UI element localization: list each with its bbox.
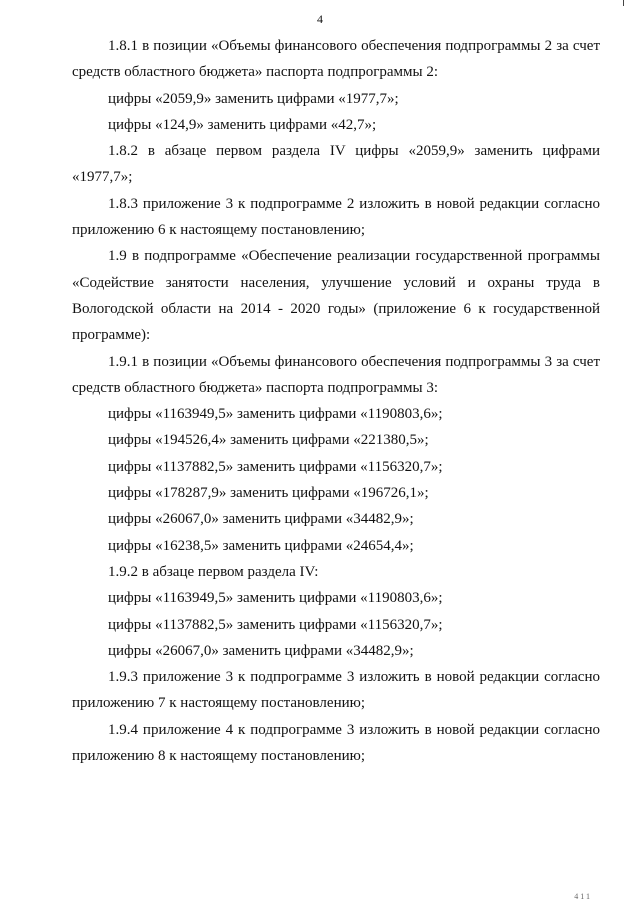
page-number: 4 (317, 12, 323, 26)
paragraph-list-item: цифры «1137882,5» заменить цифрами «1156320,7»; (108, 458, 443, 475)
paragraph-1-9-3: 1.9.3 приложение 3 к подпрограмме 3 изложить в новой редакции согласно приложению 7 к настоящему постановлению; (72, 669, 600, 712)
paragraph-1-8-2: 1.8.2 в абзаце первом раздела IV цифры «2059,9» заменить цифрами «1977,7»; (72, 143, 600, 186)
paragraph-list-item: цифры «2059,9» заменить цифрами «1977,7»; (108, 90, 399, 107)
paragraph-1-9-4: 1.9.4 приложение 4 к подпрограмме 3 изложить в новой редакции согласно приложению 8 к настоящему постановлению; (72, 721, 600, 765)
paragraph-list-item: цифры «26067,0» заменить цифрами «34482,9»; (108, 642, 414, 659)
paragraph-list-item: цифры «16238,5» заменить цифрами «24654,4»; (108, 537, 414, 554)
paragraph-list-item: цифры «1137882,5» заменить цифрами «1156320,7»; (108, 616, 443, 633)
scan-footer-mark: 411 (574, 892, 592, 901)
paragraph-list-item: цифры «26067,0» заменить цифрами «34482,9»; (108, 511, 414, 528)
paragraph-1-8-3: 1.8.3 приложение 3 к подпрограмме 2 изложить в новой редакции согласно приложению 6 к настоящему постановлению; (72, 195, 600, 239)
paragraph-1-9-1: 1.9.1 в позиции «Объемы финансового обеспечения подпрограммы 3 за счет средств областного бюджета» паспорта подпрограммы 3: (72, 353, 600, 396)
paragraph-1-9: 1.9 в подпрограмме «Обеспечение реализации государственной программы «Содействие занятости населения, улучшение условий и охраны труда в Вологодской области на 2014 - 2020 годы» (приложение 6 к государственной программе): (72, 248, 600, 344)
scan-corner-mark (623, 0, 624, 6)
paragraph-list-item: цифры «178287,9» заменить цифрами «196726,1»; (108, 485, 429, 502)
paragraph-list-item: цифры «194526,4» заменить цифрами «221380,5»; (108, 432, 429, 449)
paragraph-1-9-2: 1.9.2 в абзаце первом раздела IV: (108, 563, 319, 580)
paragraph-list-item: цифры «1163949,5» заменить цифрами «1190803,6»; (108, 406, 443, 423)
paragraph-1-8-1: 1.8.1 в позиции «Объемы финансового обеспечения подпрограммы 2 за счет средств областного бюджета» паспорта подпрограммы 2: (72, 38, 600, 81)
paragraph-list-item: цифры «124,9» заменить цифрами «42,7»; (108, 116, 377, 133)
paragraph-list-item: цифры «1163949,5» заменить цифрами «1190803,6»; (108, 590, 443, 607)
document-body (72, 33, 600, 769)
